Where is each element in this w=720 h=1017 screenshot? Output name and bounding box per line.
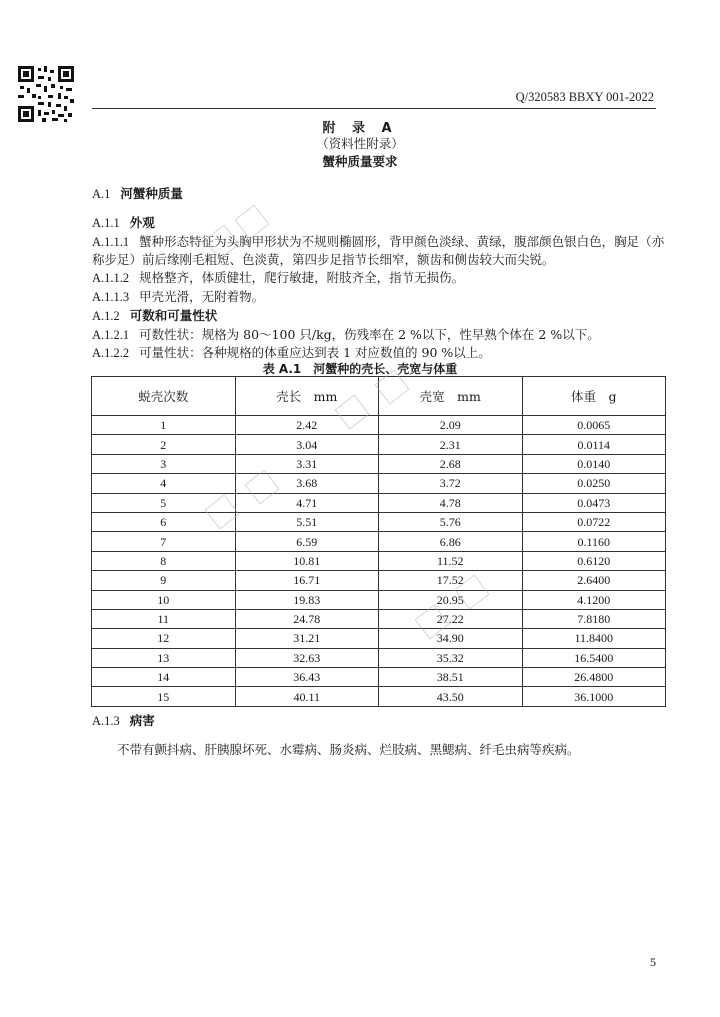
table-caption: 表 A.1 河蟹种的壳长、壳宽与体重	[262, 362, 458, 376]
shell-length-cell: 3.68	[235, 474, 379, 493]
body-weight-cell: 11.8400	[522, 629, 666, 648]
molt-count-cell: 10	[92, 590, 236, 609]
shell-width-cell: 6.86	[379, 532, 523, 551]
header-molt-count: 蜕壳次数	[92, 377, 236, 416]
shell-length-cell: 10.81	[235, 551, 379, 570]
table-row	[92, 648, 666, 667]
shell-length-cell: 6.59	[235, 532, 379, 551]
standard-code: Q/320583 BBXY 001-2022	[515, 90, 654, 104]
molt-count-cell: 11	[92, 609, 236, 628]
shell-width-cell: 2.31	[379, 435, 523, 454]
header-shell-length: 壳长 mm	[235, 377, 379, 416]
body-weight-cell: 2.6400	[522, 571, 666, 590]
appendix-nature: （资料性附录）	[316, 136, 404, 151]
table-row	[92, 493, 666, 512]
table-row	[92, 668, 666, 687]
table-row	[92, 590, 666, 609]
clause-a113: A.1.1.3 甲壳光滑，无附着物。	[92, 289, 265, 304]
section-a11-heading: A.1.1 外观	[92, 215, 155, 230]
table-row	[92, 687, 666, 706]
clause-a122: A.1.2.2 可量性状：各种规格的体重应达到表 1 对应数值的 90 %以上。	[92, 345, 491, 360]
molt-count-cell: 13	[92, 648, 236, 667]
shell-length-cell: 19.83	[235, 590, 379, 609]
header-body-weight: 体重 g	[522, 377, 666, 416]
shell-length-cell: 31.21	[235, 629, 379, 648]
shell-length-cell: 16.71	[235, 571, 379, 590]
shell-width-cell: 4.78	[379, 493, 523, 512]
molt-count-cell: 3	[92, 454, 236, 473]
shell-length-cell: 40.11	[235, 687, 379, 706]
molt-count-cell: 6	[92, 512, 236, 531]
body-weight-cell: 0.0250	[522, 474, 666, 493]
shell-width-cell: 38.51	[379, 668, 523, 687]
table-row	[92, 629, 666, 648]
body-weight-cell: 0.0140	[522, 454, 666, 473]
shell-width-cell: 5.76	[379, 512, 523, 531]
clause-a112: A.1.1.2 规格整齐，体质健壮，爬行敏捷，附肢齐全，指节无损伤。	[92, 270, 465, 285]
shell-length-cell: 36.43	[235, 668, 379, 687]
table-row	[92, 532, 666, 551]
appendix-title: 附 录 A	[322, 121, 398, 136]
shell-width-cell: 3.72	[379, 474, 523, 493]
molt-count-cell: 15	[92, 687, 236, 706]
shell-length-cell: 2.42	[235, 416, 379, 435]
molt-count-cell: 14	[92, 668, 236, 687]
shell-width-cell: 27.22	[379, 609, 523, 628]
body-weight-cell: 0.0065	[522, 416, 666, 435]
shell-length-cell: 32.63	[235, 648, 379, 667]
body-weight-cell: 0.1160	[522, 532, 666, 551]
molt-count-cell: 1	[92, 416, 236, 435]
shell-length-cell: 5.51	[235, 512, 379, 531]
body-weight-cell: 26.4800	[522, 668, 666, 687]
clause-a121: A.1.2.1 可数性状：规格为 80～100 只/kg，伤残率在 2 %以下，性早熟个体在 2 %以下。	[92, 327, 600, 342]
shell-width-cell: 20.95	[379, 590, 523, 609]
crab-size-table	[91, 376, 666, 707]
molt-count-cell: 5	[92, 493, 236, 512]
section-a12-heading: A.1.2 可数和可量性状	[92, 308, 218, 323]
table-row	[92, 454, 666, 473]
disease-paragraph: 不带有颤抖病、肝胰腺坏死、水霉病、肠炎病、烂肢病、黑鳃病、纤毛虫病等疾病。	[117, 742, 580, 757]
table-row	[92, 571, 666, 590]
table-row	[92, 551, 666, 570]
section-a1-heading: A.1 河蟹种质量	[92, 186, 183, 201]
appendix-name: 蟹种质量要求	[322, 154, 398, 169]
molt-count-cell: 2	[92, 435, 236, 454]
shell-width-cell: 17.52	[379, 571, 523, 590]
body-weight-cell: 7.8180	[522, 609, 666, 628]
body-weight-cell: 0.6120	[522, 551, 666, 570]
shell-width-cell: 2.09	[379, 416, 523, 435]
section-a13-heading: A.1.3 病害	[92, 713, 155, 728]
shell-width-cell: 11.52	[379, 551, 523, 570]
molt-count-cell: 4	[92, 474, 236, 493]
table-row	[92, 609, 666, 628]
body-weight-cell: 4.1200	[522, 590, 666, 609]
molt-count-cell: 12	[92, 629, 236, 648]
molt-count-cell: 8	[92, 551, 236, 570]
clause-a111-cont: 称步足）前后缘刚毛粗短、色淡黄，第四步足指节长细窄，额齿和侧齿较大而尖锐。	[92, 252, 555, 267]
body-weight-cell: 36.1000	[522, 687, 666, 706]
shell-width-cell: 43.50	[379, 687, 523, 706]
body-weight-cell: 0.0114	[522, 435, 666, 454]
clause-a111: A.1.1.1 蟹种形态特征为头胸甲形状为不规则椭圆形，背甲颜色淡绿、黄绿，腹部颜色银白色，胸足（亦	[92, 234, 665, 249]
shell-width-cell: 35.32	[379, 648, 523, 667]
table-row	[92, 512, 666, 531]
body-weight-cell: 0.0473	[522, 493, 666, 512]
body-weight-cell: 16.5400	[522, 648, 666, 667]
header-shell-width: 壳宽 mm	[379, 377, 523, 416]
table-row	[92, 435, 666, 454]
shell-length-cell: 3.31	[235, 454, 379, 473]
molt-count-cell: 7	[92, 532, 236, 551]
table-row	[92, 474, 666, 493]
body-weight-cell: 0.0722	[522, 512, 666, 531]
header-rule	[92, 108, 656, 109]
table-header-row	[92, 377, 666, 416]
shell-width-cell: 2.68	[379, 454, 523, 473]
shell-length-cell: 3.04	[235, 435, 379, 454]
shell-length-cell: 24.78	[235, 609, 379, 628]
qr-code	[18, 66, 74, 122]
molt-count-cell: 9	[92, 571, 236, 590]
table-row	[92, 416, 666, 435]
page-number: 5	[650, 955, 656, 969]
shell-length-cell: 4.71	[235, 493, 379, 512]
shell-width-cell: 34.90	[379, 629, 523, 648]
